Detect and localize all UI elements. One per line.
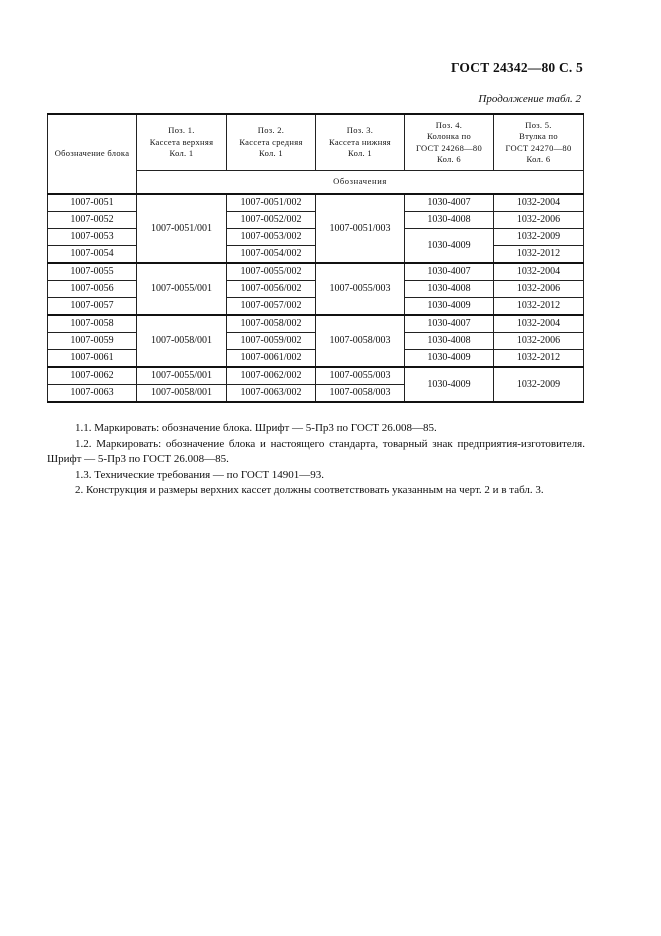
- cell-block: 1007-0058: [48, 315, 137, 333]
- cell-pos2: 1007-0053/002: [227, 229, 316, 246]
- cell-block: 1007-0054: [48, 246, 137, 264]
- cell-pos1: 1007-0055/001: [137, 263, 227, 315]
- cell-pos5: 1032-2012: [494, 246, 584, 264]
- cell-pos5: 1032-2012: [494, 298, 584, 316]
- cell-block: 1007-0059: [48, 333, 137, 350]
- table-continuation-label: Продолжение табл. 2: [478, 93, 581, 105]
- notes-section: [47, 421, 585, 499]
- cell-pos1: 1007-0051/001: [137, 194, 227, 263]
- cell-pos4: 1030-4009: [405, 350, 494, 368]
- cell-pos2: 1007-0058/002: [227, 315, 316, 333]
- header-designations: Обозначения: [137, 171, 584, 195]
- header-pos2: Поз. 2. Кассета средняя Кол. 1: [227, 114, 316, 171]
- cell-block: 1007-0061: [48, 350, 137, 368]
- note-paragraph: 1.3. Технические требования — по ГОСТ 14901—93.: [75, 468, 325, 481]
- cell-pos5: 1032-2004: [494, 263, 584, 281]
- cell-block: 1007-0053: [48, 229, 137, 246]
- cell-pos3: 1007-0055/003: [316, 263, 405, 315]
- cell-pos2: 1007-0059/002: [227, 333, 316, 350]
- cell-pos2: 1007-0063/002: [227, 385, 316, 403]
- cell-pos2: 1007-0062/002: [227, 367, 316, 385]
- cell-pos3: 1007-0058/003: [316, 315, 405, 367]
- cell-block: 1007-0056: [48, 281, 137, 298]
- cell-pos5: 1032-2009: [494, 367, 584, 402]
- cell-pos4: 1030-4009: [405, 229, 494, 264]
- header-pos1: Поз. 1. Кассета верхняя Кол. 1: [137, 114, 227, 171]
- cell-block: 1007-0062: [48, 367, 137, 385]
- table-row: [48, 194, 584, 212]
- cell-block: 1007-0051: [48, 194, 137, 212]
- cell-pos4: 1030-4007: [405, 315, 494, 333]
- cell-pos5: 1032-2006: [494, 212, 584, 229]
- cell-block: 1007-0063: [48, 385, 137, 403]
- cell-pos5: 1032-2006: [494, 281, 584, 298]
- header-block-designation: Обозначение блока: [48, 114, 137, 194]
- cell-pos2: 1007-0056/002: [227, 281, 316, 298]
- cell-pos1: 1007-0058/001: [137, 315, 227, 367]
- page-title: ГОСТ 24342—80 С. 5: [450, 60, 583, 75]
- cell-pos2: 1007-0051/002: [227, 194, 316, 212]
- header-pos5: Поз. 5. Втулка по ГОСТ 24270—80 Кол. 6: [494, 114, 584, 171]
- cell-block: 1007-0052: [48, 212, 137, 229]
- note-paragraph: 1.2. Маркировать: обозначение блока и настоящего стандарта, товарный знак предприятия-изготовителя. Шрифт — 5-Пр3 по ГОСТ 26.008—85.: [47, 437, 585, 465]
- cell-pos4: 1030-4007: [405, 263, 494, 281]
- cell-pos5: 1032-2009: [494, 229, 584, 246]
- cell-pos4: 1030-4009: [405, 298, 494, 316]
- cell-pos2: 1007-0057/002: [227, 298, 316, 316]
- cell-pos5: 1032-2012: [494, 350, 584, 368]
- cell-block: 1007-0057: [48, 298, 137, 316]
- cell-block: 1007-0055: [48, 263, 137, 281]
- cell-pos4: 1030-4008: [405, 333, 494, 350]
- header-pos3: Поз. 3. Кассета нижняя Кол. 1: [316, 114, 405, 171]
- note-paragraph: 2. Конструкция и размеры верхних кассет должны соответствовать указанным на черт. 2 и в табл. 3.: [75, 484, 544, 496]
- cell-pos4: 1030-4009: [405, 367, 494, 402]
- cell-pos4: 1030-4008: [405, 281, 494, 298]
- cell-pos5: 1032-2006: [494, 333, 584, 350]
- cell-pos3: 1007-0055/003: [316, 367, 405, 385]
- cell-pos3: 1007-0051/003: [316, 194, 405, 263]
- cell-pos1: 1007-0055/001: [137, 367, 227, 385]
- table-row: [48, 263, 584, 281]
- cell-pos2: 1007-0052/002: [227, 212, 316, 229]
- cell-pos2: 1007-0055/002: [227, 263, 316, 281]
- table-row: [48, 315, 584, 333]
- cell-pos2: 1007-0054/002: [227, 246, 316, 264]
- cell-pos5: 1032-2004: [494, 194, 584, 212]
- cell-pos4: 1030-4007: [405, 194, 494, 212]
- specification-table: [47, 113, 584, 403]
- note-paragraph: 1.1. Маркировать: обозначение блока. Шрифт — 5-Пр3 по ГОСТ 26.008—85.: [75, 422, 437, 434]
- cell-pos2: 1007-0061/002: [227, 350, 316, 368]
- header-pos4: Поз. 4. Колонка по ГОСТ 24268—80 Кол. 6: [405, 114, 494, 171]
- table-row: [48, 367, 584, 385]
- cell-pos3: 1007-0058/003: [316, 385, 405, 403]
- cell-pos1: 1007-0058/001: [137, 385, 227, 403]
- cell-pos5: 1032-2004: [494, 315, 584, 333]
- cell-pos4: 1030-4008: [405, 212, 494, 229]
